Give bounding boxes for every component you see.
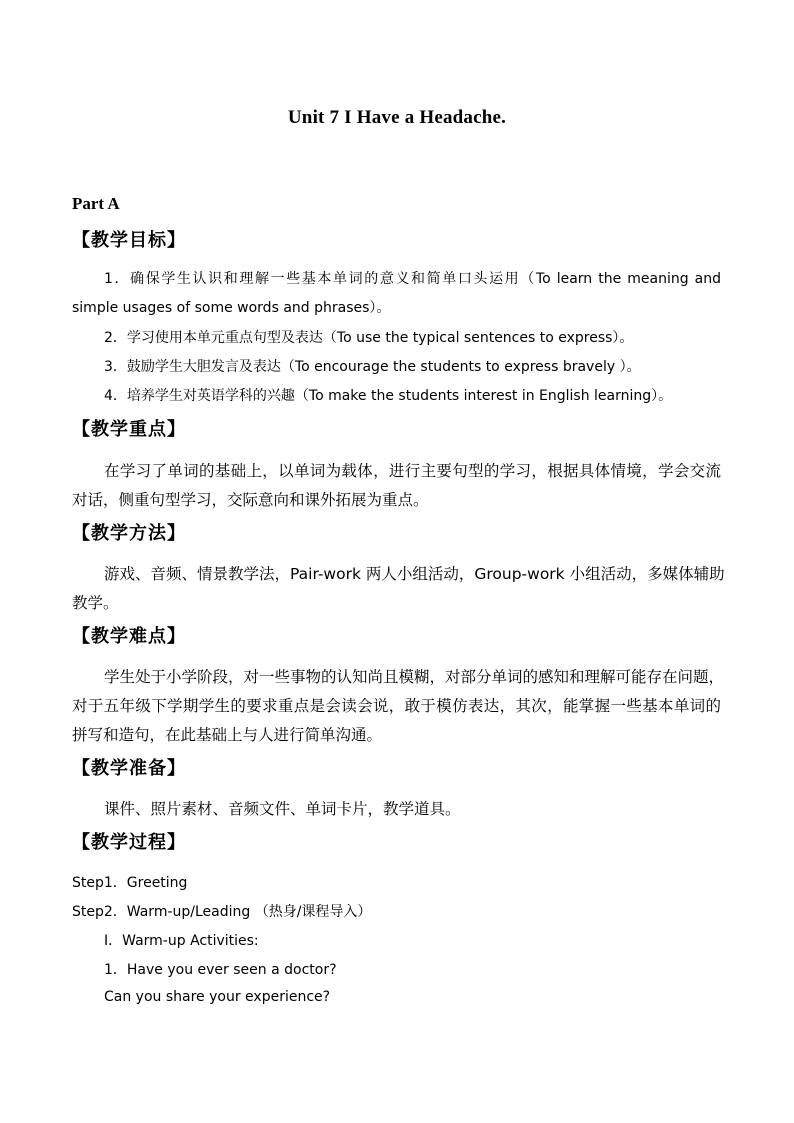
process-line-4: 1．Have you ever seen a doctor? xyxy=(104,962,337,978)
key-points-line-1: 在学习了单词的基础上，以单词为载体，进行主要句型的学习，根据具体情境，学会交流 xyxy=(104,462,721,480)
key-points-line-2: 对话，侧重句型学习，交际意向和课外拓展为重点。 xyxy=(72,491,429,509)
document-title: Unit 7 I Have a Headache. xyxy=(287,107,507,128)
heading-key-points: 【教学重点】 xyxy=(72,419,186,440)
process-line-2: Step2．Warm-up/Leading （热身/课程导入） xyxy=(72,904,372,920)
objective-line-5: 4．培养学生对英语学科的兴趣（To make the students interest in English learning）。 xyxy=(104,388,673,404)
methods-line-1: 游戏、音频、情景教学法，Pair-work 两人小组活动，Group-work 小组活动，多媒体辅助 xyxy=(104,565,725,583)
objective-line-2: simple usages of some words and phrases）。 xyxy=(72,300,391,316)
heading-objectives: 【教学目标】 xyxy=(72,230,186,251)
process-line-3: Ⅰ．Warm-up Activities: xyxy=(104,933,259,949)
heading-difficulties: 【教学难点】 xyxy=(72,626,186,647)
process-line-1: Step1．Greeting xyxy=(72,875,188,891)
heading-preparation: 【教学准备】 xyxy=(72,758,186,779)
methods-line-2: 教学。 xyxy=(72,594,119,612)
heading-process: 【教学过程】 xyxy=(72,832,186,853)
difficulties-line-1: 学生处于小学阶段，对一些事物的认知尚且模糊，对部分单词的感知和理解可能存在问题， xyxy=(104,668,725,686)
difficulties-line-2: 对于五年级下学期学生的要求重点是会读会说，敢于模仿表达，其次，能掌握一些基本单词的 xyxy=(72,697,721,715)
objective-line-1: 1．确保学生认识和理解一些基本单词的意义和简单口头运用（To learn the meaning and xyxy=(104,271,721,287)
objective-line-4: 3．鼓励学生大胆发言及表达（To encourage the students to express bravely ）。 xyxy=(104,359,641,375)
objective-line-3: 2．学习使用本单元重点句型及表达（To use the typical sentences to express）。 xyxy=(104,330,634,346)
part-label: Part A xyxy=(72,194,120,213)
preparation-line-1: 课件、照片素材、音频文件、单词卡片，教学道具。 xyxy=(104,800,461,818)
heading-methods: 【教学方法】 xyxy=(72,523,186,544)
process-line-5: Can you share your experience? xyxy=(104,989,331,1005)
difficulties-line-3: 拼写和造句，在此基础上与人进行简单沟通。 xyxy=(72,726,383,744)
